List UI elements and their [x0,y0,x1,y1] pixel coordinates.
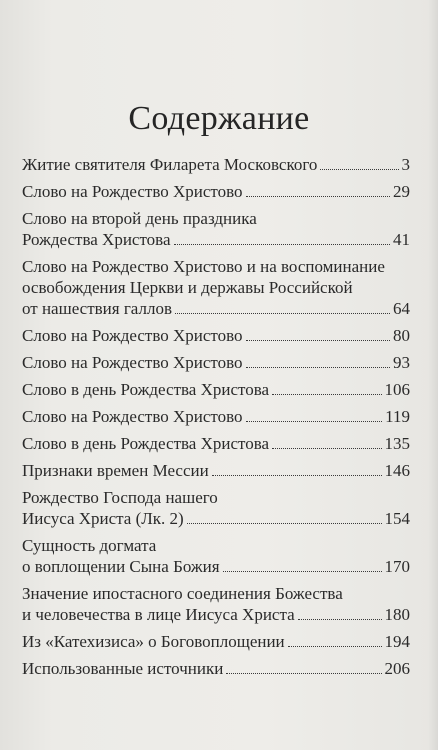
toc-page-number: 194 [384,632,410,651]
toc-entry[interactable] [22,154,410,175]
toc-page-number: 170 [384,557,410,576]
toc-entry-line [22,556,410,577]
toc-entry-line [22,487,410,508]
toc-entry-line [22,379,410,400]
toc-entry-title: Использованные источники [22,659,224,678]
leader-dots [246,340,390,341]
toc-page-number: 41 [393,230,410,249]
page-title: Содержание [128,100,310,137]
toc-entry-line [22,535,410,556]
toc-page-number: 80 [393,326,410,345]
toc-page-number: 64 [393,299,410,318]
toc-page-number: 146 [384,461,410,480]
toc-entry[interactable] [22,256,410,319]
toc-entry[interactable] [22,379,410,400]
leader-dots [226,673,381,674]
toc-page-number: 119 [385,407,410,426]
toc-page-number: 29 [393,182,410,201]
toc-entry-title: о воплощении Сына Божия [22,557,220,576]
toc-entry-line [22,604,410,625]
leader-dots [288,646,382,647]
toc-entry[interactable] [22,535,410,577]
toc-entry-line [22,298,410,319]
toc-entry-title: Слово на Рождество Христово [22,182,243,201]
toc-entry-line [22,658,410,679]
toc-entry-title: Слово на Рождество Христово [22,407,243,426]
toc-entry[interactable] [22,406,410,427]
toc-entry[interactable] [22,460,410,481]
toc-entry-line [22,154,410,175]
leader-dots [187,523,382,524]
toc-entry-line [22,325,410,346]
toc-page-number: 93 [393,353,410,372]
leader-dots [272,394,381,395]
toc-page-number: 135 [384,434,410,453]
toc-entry-title: освобождения Церкви и державы Российской [22,278,353,297]
toc-entry-title: Слово в день Рождества Христова [22,380,270,399]
toc-entry[interactable] [22,433,410,454]
leader-dots [175,313,390,314]
leader-dots [174,244,390,245]
toc-page-number: 3 [401,155,410,174]
leader-dots [246,196,390,197]
toc-entry-title: Слово на Рождество Христово [22,353,243,372]
toc-entry-line [22,631,410,652]
toc-entry-line [22,460,410,481]
toc-entry-line [22,352,410,373]
toc-entry-title: Значение ипостасного соединения Божества [22,584,343,603]
toc-entry-line [22,583,410,604]
toc-entry-line [22,256,410,277]
leader-dots [272,448,381,449]
toc-entry-title: и человечества в лице Иисуса Христа [22,605,295,624]
toc-entry[interactable] [22,487,410,529]
toc-entry[interactable] [22,631,410,652]
toc-entry-title: Рождество Господа нашего [22,488,218,507]
toc-entry-line [22,433,410,454]
toc-page-number: 180 [384,605,410,624]
toc-entry[interactable] [22,352,410,373]
leader-dots [212,475,382,476]
toc-page-number: 206 [384,659,410,678]
table-of-contents [22,154,410,685]
leader-dots [223,571,382,572]
toc-entry-title: Из «Катехизиса» о Боговоплощении [22,632,285,651]
toc-entry[interactable] [22,583,410,625]
toc-entry-line [22,229,410,250]
toc-entry-title: от нашествия галлов [22,299,172,318]
toc-entry-title: Слово на Рождество Христово [22,326,243,345]
toc-page-number: 106 [384,380,410,399]
toc-entry-title: Признаки времен Мессии [22,461,209,480]
toc-entry[interactable] [22,181,410,202]
toc-entry-title: Сущность догмата [22,536,157,555]
toc-entry-title: Рождества Христова [22,230,171,249]
leader-dots [246,367,390,368]
toc-page-number: 154 [384,509,410,528]
toc-entry-title: Слово в день Рождества Христова [22,434,270,453]
toc-entry[interactable] [22,208,410,250]
toc-entry-line [22,208,410,229]
toc-entry-title: Житие святителя Филарета Московского [22,155,318,174]
toc-entry[interactable] [22,658,410,679]
leader-dots [298,619,382,620]
toc-entry-line [22,508,410,529]
toc-entry-line [22,181,410,202]
toc-entry[interactable] [22,325,410,346]
toc-entry-title: Иисуса Христа (Лк. 2) [22,509,184,528]
toc-entry-line [22,277,410,298]
leader-dots [320,169,398,170]
toc-entry-line [22,406,410,427]
toc-entry-title: Слово на второй день праздника [22,209,257,228]
toc-entry-title: Слово на Рождество Христово и на воспоминание [22,257,385,276]
leader-dots [246,421,383,422]
